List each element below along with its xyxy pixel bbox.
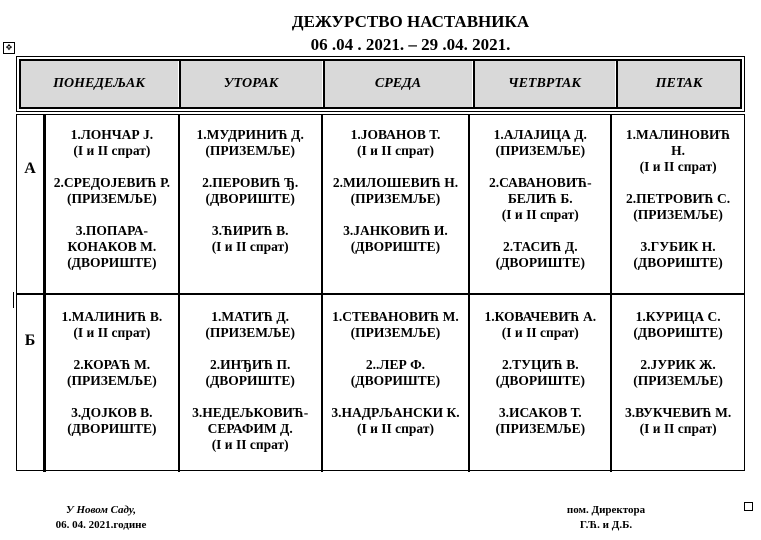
duty-location: (I и II спрат) <box>501 207 579 222</box>
teacher-name: 1.МАЛИНИЋ В. <box>61 309 163 324</box>
duty-location: (I и II спрат) <box>211 437 289 452</box>
duty-location: (ДВОРИШТЕ) <box>67 421 157 436</box>
duty-location: (ПРИЗЕМЉЕ) <box>633 207 723 222</box>
duty-location: (ДВОРИШТЕ) <box>350 373 441 388</box>
shift-row-b <box>17 293 744 472</box>
teacher-name: 1.ЈОВАНОВ Т. <box>350 127 441 142</box>
duty-location: (ДВОРИШТЕ) <box>67 255 157 270</box>
duty-location: (I и II спрат) <box>73 143 151 158</box>
duty-entry <box>472 405 608 437</box>
duty-location: (ПРИЗЕМЉЕ) <box>495 143 586 158</box>
duty-cell <box>321 295 469 472</box>
duty-cell <box>178 295 321 472</box>
duty-cell <box>321 115 469 293</box>
duty-entry <box>614 357 742 389</box>
duty-location: (ПРИЗЕМЉЕ) <box>350 191 441 206</box>
duty-entry <box>182 127 319 159</box>
text-cursor <box>13 292 14 308</box>
teacher-name: 2.ТАСИЋ Д. <box>502 239 578 254</box>
duty-entry <box>614 191 742 223</box>
teacher-name: 1.МУДРИНИЋ Д. <box>196 127 304 142</box>
duty-entry <box>48 175 176 207</box>
duty-entry <box>472 127 608 159</box>
teacher-name: 3.ЋИРИЋ В. <box>211 223 289 238</box>
duty-cell <box>44 295 178 472</box>
duty-entry <box>325 309 467 341</box>
header-thursday: ЧЕТВРТАК <box>474 60 617 108</box>
duty-entry <box>472 357 608 389</box>
duty-cell <box>610 295 744 472</box>
duty-location: (ПРИЗЕМЉЕ) <box>495 421 586 436</box>
checkbox-icon[interactable] <box>744 502 753 511</box>
shift-label: А <box>24 160 36 177</box>
duty-entry <box>614 239 742 271</box>
teacher-name: 2.ЈУРИК Ж. <box>640 357 716 372</box>
teacher-name: 3.ЈАНКОВИЋ И. <box>343 223 448 238</box>
shift-label: Б <box>24 332 36 349</box>
duty-location: (I и II спрат) <box>211 239 289 254</box>
duty-entry <box>325 127 467 159</box>
teacher-name: 2.ПЕРОВИЋ Ђ. <box>202 175 299 190</box>
shift-row-a <box>17 115 744 293</box>
teacher-name: 3.ПОПАРА- КОНАКОВ М. <box>67 223 157 254</box>
footer-initials: Г.Ћ. и Д.Б. <box>579 519 633 531</box>
teacher-name: 2.МИЛОШЕВИЋ Н. <box>332 175 459 190</box>
duty-location: (ДВОРИШТЕ) <box>495 373 585 388</box>
duty-location: (ДВОРИШТЕ) <box>350 239 441 254</box>
header-tuesday: УТОРАК <box>180 60 324 108</box>
duty-entry <box>325 223 467 255</box>
duty-cell <box>610 115 744 293</box>
duty-cell <box>44 115 178 293</box>
duty-entry <box>182 223 319 255</box>
teacher-name: 3.ГУБИК Н. <box>640 239 716 254</box>
teacher-name: 1.АЛАЈИЦА Д. <box>493 127 587 142</box>
duty-location: (I и II спрат) <box>356 421 434 436</box>
duty-entry <box>48 127 176 159</box>
duty-cell <box>468 115 610 293</box>
move-handle-icon[interactable]: ✥ <box>3 42 15 54</box>
teacher-name: 2.КОРАЋ М. <box>73 357 151 372</box>
teacher-name: 3.ДОЈКОВ В. <box>71 405 153 420</box>
duty-entry <box>182 405 319 453</box>
teacher-name: 3.ВУКЧЕВИЋ М. <box>624 405 732 420</box>
duty-entry <box>48 309 176 341</box>
shift-label-cell <box>17 295 44 472</box>
duty-location: (I и II спрат) <box>501 325 579 340</box>
teacher-name: 2.ПЕТРОВИЋ С. <box>626 191 731 206</box>
duty-location: (I и II спрат) <box>356 143 434 158</box>
date-range: 06 .04 . 2021. – 29 .04. 2021. <box>310 35 511 54</box>
duty-location: (ПРИЗЕМЉЕ) <box>350 325 441 340</box>
duty-location: (I и II спрат) <box>639 159 717 174</box>
duty-cell <box>178 115 321 293</box>
footer-signature <box>556 503 656 533</box>
teacher-name: 2..ЛЕР Ф. <box>365 357 426 372</box>
teacher-name: 3.ИСАКОВ Т. <box>498 405 582 420</box>
shift-label-cell <box>17 115 44 293</box>
duty-location: (ДВОРИШТЕ) <box>633 255 723 270</box>
teacher-name: 3.НЕДЕЉКОВИЋ- СЕРАФИМ Д. <box>192 405 309 436</box>
duty-entry <box>325 175 467 207</box>
teacher-name: 2.СРЕДОЈЕВИЋ Р. <box>53 175 171 190</box>
teacher-name: 1.МАЛИНОВИЋ Н. <box>625 127 731 158</box>
teacher-name: 2.ИНЂИЋ П. <box>209 357 291 372</box>
duty-entry <box>472 175 608 223</box>
duty-entry <box>182 175 319 207</box>
teacher-name: 1.КУРИЦА С. <box>635 309 721 324</box>
duty-entry <box>48 357 176 389</box>
page-title: ДЕЖУРСТВО НАСТАВНИКА <box>291 12 530 31</box>
duty-location: (ДВОРИШТЕ) <box>205 191 295 206</box>
duty-cell <box>468 295 610 472</box>
footer-date: 06. 04. 2021.године <box>55 519 147 531</box>
duty-entry <box>325 357 467 389</box>
duty-location: (ПРИЗЕМЉЕ) <box>67 191 157 206</box>
duty-entry <box>472 239 608 271</box>
duty-entry <box>182 309 319 341</box>
days-header <box>16 56 745 112</box>
header-monday: ПОНЕДЕЉАК <box>20 60 180 108</box>
teacher-name: 1.СТЕВАНОВИЋ М. <box>332 309 459 324</box>
teacher-name: 1.КОВАЧЕВИЋ А. <box>484 309 597 324</box>
duty-entry <box>614 309 742 341</box>
footer-place-date <box>46 503 156 533</box>
duty-location: (ДВОРИШТЕ) <box>495 255 585 270</box>
duty-entry <box>472 309 608 341</box>
teacher-name: 3.НАДРЉАНСКИ К. <box>331 405 460 420</box>
footer-role: пом. Директора <box>566 504 646 516</box>
footer-place: У Новом Саду, <box>66 504 136 516</box>
duty-entry <box>48 405 176 437</box>
duty-entry <box>48 223 176 271</box>
duty-table <box>16 114 745 471</box>
duty-entry <box>182 357 319 389</box>
duty-entry <box>614 405 742 437</box>
duty-location: (ПРИЗЕМЉЕ) <box>633 373 723 388</box>
duty-location: (ПРИЗЕМЉЕ) <box>205 325 295 340</box>
teacher-name: 2.САВАНОВИЋ- БЕЛИЋ Б. <box>488 175 592 206</box>
duty-location: (I и II спрат) <box>73 325 151 340</box>
teacher-name: 2.ТУЦИЋ В. <box>501 357 579 372</box>
duty-location: (ДВОРИШТЕ) <box>205 373 295 388</box>
duty-location: (ПРИЗЕМЉЕ) <box>67 373 157 388</box>
teacher-name: 1.МАТИЋ Д. <box>211 309 290 324</box>
duty-location: (I и II спрат) <box>639 421 717 436</box>
teacher-name: 1.ЛОНЧАР Ј. <box>70 127 154 142</box>
header-wednesday: СРЕДА <box>324 60 474 108</box>
duty-location: (ДВОРИШТЕ) <box>633 325 723 340</box>
duty-location: (ПРИЗЕМЉЕ) <box>205 143 295 158</box>
duty-entry <box>614 127 742 175</box>
duty-entry <box>325 405 467 437</box>
header-friday: ПЕТАК <box>617 60 741 108</box>
